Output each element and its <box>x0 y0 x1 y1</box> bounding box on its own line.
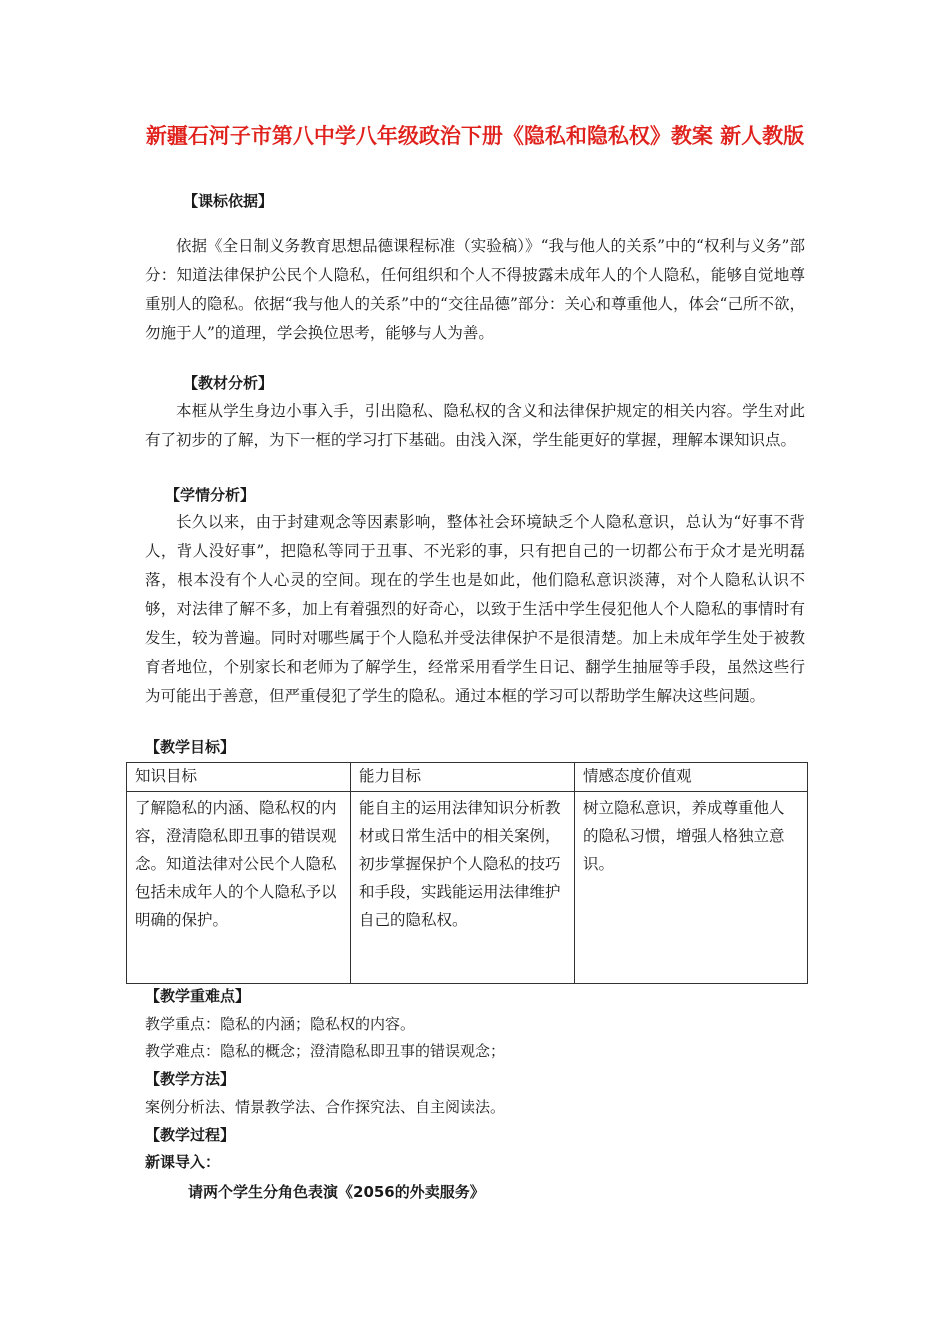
key-points-heading: 【教学重难点】 <box>145 987 251 1005</box>
teaching-difficulty: 教学难点：隐私的概念；澄清隐私即丑事的错误观念； <box>145 1042 506 1060</box>
teaching-focus: 教学重点：隐私的内涵；隐私权的内容。 <box>145 1015 416 1033</box>
material-analysis-text: 本框从学生身边小事入手，引出隐私、隐私权的含义和法律保护规定的相关内容。学生对此有了初步的了解，为下一框的学习打下基础。由浅入深，学生能更好的掌握，理解本课知识点。 <box>145 402 805 449</box>
curriculum-basis-text: 依据《全日制义务教育思想品德课程标准（实验稿）》“我与他人的关系”中的“权利与义务”部分：知道法律保护公民个人隐私，任何组织和个人不得披露未成年人的个人隐私，能够自觉地尊重别人的隐私。依据“我与他人的关系”中的“交往品德”部分：关心和尊重他人，体会“己所不欲，勿施于人”的道理，学会换位思考，能够与人为善。 <box>145 237 805 342</box>
intro-task: 请两个学生分角色表演《2056的外卖服务》 <box>188 1183 485 1201</box>
table-row <box>127 792 808 984</box>
student-analysis-heading: 【学情分析】 <box>165 486 256 504</box>
material-analysis-heading: 【教材分析】 <box>183 374 274 392</box>
page-title: 新疆石河子市第八中学八年级政治下册《隐私和隐私权》教案 新人教版 <box>145 124 805 148</box>
column-header-ability: 能力目标 <box>351 763 575 792</box>
teaching-goals-heading: 【教学目标】 <box>145 738 236 756</box>
cell-attitude-goal: 树立隐私意识，养成尊重他人的隐私习惯，增强人格独立意识。 <box>575 792 808 984</box>
methods-heading: 【教学方法】 <box>145 1070 236 1088</box>
column-header-attitude: 情感态度价值观 <box>575 763 808 792</box>
curriculum-basis-heading: 【课标依据】 <box>183 192 274 210</box>
intro-label: 新课导入： <box>145 1153 221 1171</box>
methods-text: 案例分析法、情景教学法、合作探究法、自主阅读法。 <box>145 1098 506 1116</box>
column-header-knowledge: 知识目标 <box>127 763 351 792</box>
process-heading: 【教学过程】 <box>145 1126 236 1144</box>
teaching-goals-table <box>126 762 808 984</box>
cell-knowledge-goal: 了解隐私的内涵、隐私权的内容，澄清隐私即丑事的错误观念。知道法律对公民个人隐私包括未成年人的个人隐私予以明确的保护。 <box>127 792 351 984</box>
student-analysis-text: 长久以来，由于封建观念等因素影响，整体社会环境缺乏个人隐私意识，总认为“好事不背人，背人没好事”，把隐私等同于丑事、不光彩的事，只有把自己的一切都公布于众才是光明磊落，根本没有个人心灵的空间。现在的学生也是如此，他们隐私意识淡薄，对个人隐私认识不够，对法律了解不多，加上有着强烈的好奇心，以致于生活中学生侵犯他人个人隐私的事情时有发生，较为普遍。同时对哪些属于个人隐私并受法律保护不是很清楚。加上未成年学生处于被教育者地位，个别家长和老师为了解学生，经常采用看学生日记、翻学生抽屉等手段，虽然这些行为可能出于善意，但严重侵犯了学生的隐私。通过本框的学习可以帮助学生解决这些问题。 <box>145 513 805 705</box>
cell-ability-goal: 能自主的运用法律知识分析教材或日常生活中的相关案例，初步掌握保护个人隐私的技巧和手段，实践能运用法律维护自己的隐私权。 <box>351 792 575 984</box>
table-header-row <box>127 763 808 792</box>
